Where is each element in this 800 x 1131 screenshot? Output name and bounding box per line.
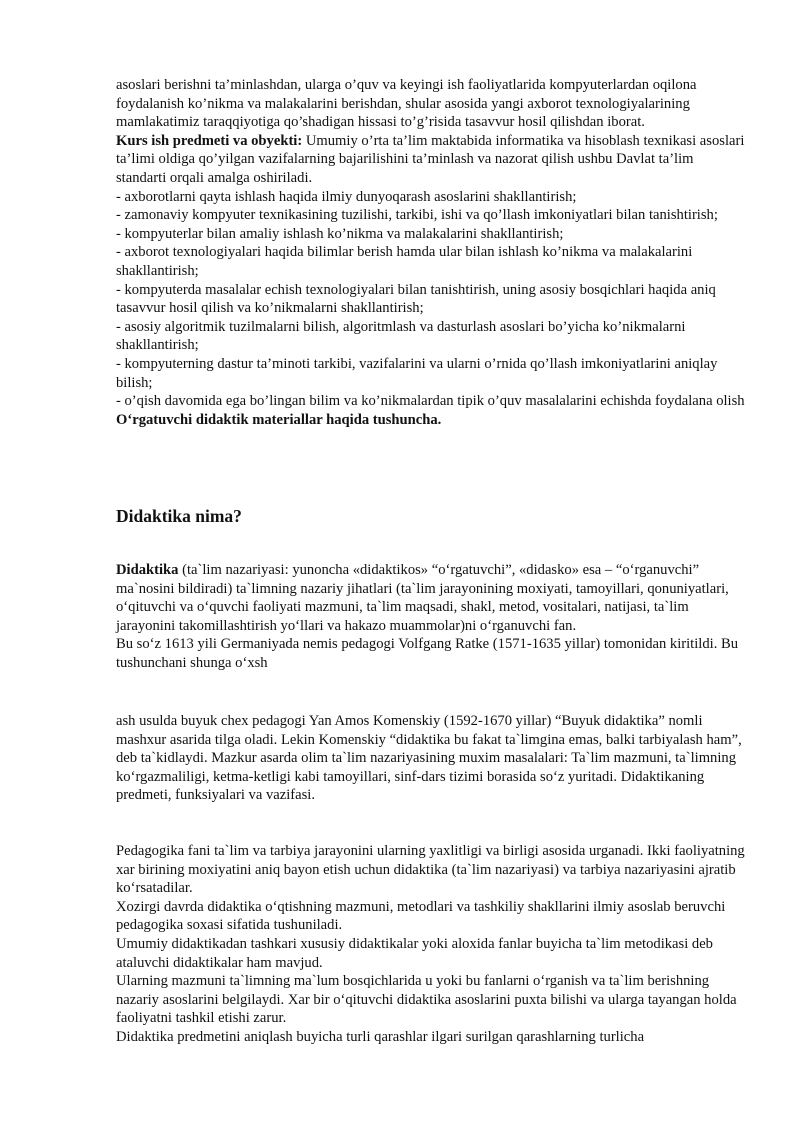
history-paragraph: Bu so‘z 1613 yili Germaniyada nemis pedagogi Volfgang Ratke (1571-1635 yillar) tomonidan kiritildi. Bu tushunchani shunga o‘xsh xyxy=(116,636,739,671)
list-item: - asosiy algoritmik tuzilmalarni bilish, algoritmlash va dasturlash asoslari bo’yicha ko’nikmalarni shakllantirish; xyxy=(116,318,686,354)
subject-label: Kurs ish predmeti va obyekti: xyxy=(116,132,303,149)
text-block-objectives xyxy=(116,76,746,429)
section-title: O‘rgatuvchi didaktik materiallar haqida tushuncha. xyxy=(116,411,442,428)
text-block-pedagogy xyxy=(116,842,746,1047)
page-heading: Didaktika nima? xyxy=(116,506,242,526)
text-block-komenskiy xyxy=(116,712,746,805)
definition-term: Didaktika xyxy=(116,562,179,578)
text-block-definition xyxy=(116,561,746,673)
pedagogy-paragraph: Didaktika predmetini aniqlash buyicha turli qarashlar ilgari surilgan qarashlarning turlicha xyxy=(116,1028,645,1045)
intro-paragraph: asoslari berishni ta’minlashdan, ularga o’quv va keyingi ish faoliyatlarida kompyuterlardan oqilona foydalanish ko’nikma va malakalarini berishdan, shular asosida yangi axborot texnologiyalarining mamlakatimiz taraqqiyotiga qo’shadigan hissasi to’g’risida tasavvur hosil qilishdan iborat. xyxy=(116,77,697,131)
pedagogy-paragraph: Umumiy didaktikadan tashkari xususiy didaktikalar yoki aloxida fanlar buyicha ta`lim metodikasi deb ataluvchi didaktikalar ham mavjud. xyxy=(116,935,713,971)
list-item: - axborot texnologiyalari haqida bilimlar berish hamda ular bilan ishlash ko’nikma va malakalarini shakllantirish; xyxy=(116,244,693,279)
subject-paragraph xyxy=(116,132,746,188)
definition-text: (ta`lim nazariyasi: yunoncha «didaktikos» “o‘rgatuvchi”, «didasko» esa – “o‘rganuvchi” ma`nosini bildiradi) ta`limning nazariy jihatlari (ta`lim jarayonining moxiyati, tamoyillari, qonuniyatlari, o‘qituvchi va o‘quvchi faoliyati mazmuni, ta`lim maqsadi, shakl, metod, vositalari, natijasi, ta`lim jarayonini takomillashtirish yo‘llari va hakazo muammolar)ni o‘rganuvchi fan. xyxy=(116,562,729,634)
definition-paragraph xyxy=(116,561,746,635)
list-item: - zamonaviy kompyuter texnikasining tuzilishi, tarkibi, ishi va qo’llash imkoniyatlari bilan tanishtirish; xyxy=(116,207,718,224)
list-item: - o’qish davomida ega bo’lingan bilim va ko’nikmalardan tipik o’quv masalalarini echishda foydalana olish xyxy=(116,393,745,410)
komenskiy-paragraph: ash usulda buyuk chex pedagogi Yan Amos Komenskiy (1592-1670 yillar) “Buyuk didaktika” nomli mashxur asarida tilga oladi. Lekin Komenskiy “didaktika bu fakat ta`limgina emas, balki tarbiyalash ham”, deb ta`kidlaydi. Mazkur asarda olim ta`lim nazariyasining muxim masalalari: Ta`lim mazmuni, ta`limning ko‘rgazmaliligi, ketma-ketligi kabi tamoyillari, sinf-dars tizimi borasida so‘z yuritadi. Didaktikaning predmeti, funksiyalari va vazifasi. xyxy=(116,713,742,804)
subject-text: Umumiy o’rta ta’lim maktabida informatika va hisoblash texnikasi asoslari ta’limi oldiga qo’yilgan vazifalarning bajarilishini ta’minlash va nazorat qilish ushbu Davlat ta’lim standarti orqali amalga oshiriladi. xyxy=(116,132,745,186)
list-item: - axborotlarni qayta ishlash haqida ilmiy dunyoqarash asoslarini shakllantirish; xyxy=(116,188,577,205)
list-item: - kompyuterning dastur ta’minoti tarkibi, vazifalarini va ularni o’rnida qo’llash imkoniyatlarini aniqlay bilish; xyxy=(116,355,718,391)
list-item: - kompyuterlar bilan amaliy ishlash ko’nikma va malakalarini shakllantirish; xyxy=(116,225,564,242)
pedagogy-paragraph: Xozirgi davrda didaktika o‘qtishning mazmuni, metodlari va tashkiliy shakllarini ilmiy asoslab beruvchi pedagogika soxasi sifatida tushuniladi. xyxy=(116,898,726,934)
pedagogy-paragraph: Ularning mazmuni ta`limning ma`lum bosqichlarida u yoki bu fanlarni o‘rganish va ta`lim berishning nazariy asoslarini belgilaydi. Xar bir o‘qituvchi didaktika asoslarini puxta bilishi va ularga tayangan holda faoliyatni tashkil etishi zarur. xyxy=(116,973,737,1027)
list-item: - kompyuterda masalalar echish texnologiyalari bilan tanishtirish, uning asosiy bosqichlari haqida aniq tasavvur hosil qilish va ko’nikmalarni shakllantirish; xyxy=(116,281,716,317)
pedagogy-paragraph: Pedagogika fani ta`lim va tarbiya jarayonini ularning yaxlitligi va birligi asosida urganadi. Ikki faoliyatning xar birining moxiyatini aniq bayon etish uchun didaktika (ta`lim nazariyasi) va tarbiya nazariyasini ajratib ko‘rsatadilar. xyxy=(116,843,745,897)
